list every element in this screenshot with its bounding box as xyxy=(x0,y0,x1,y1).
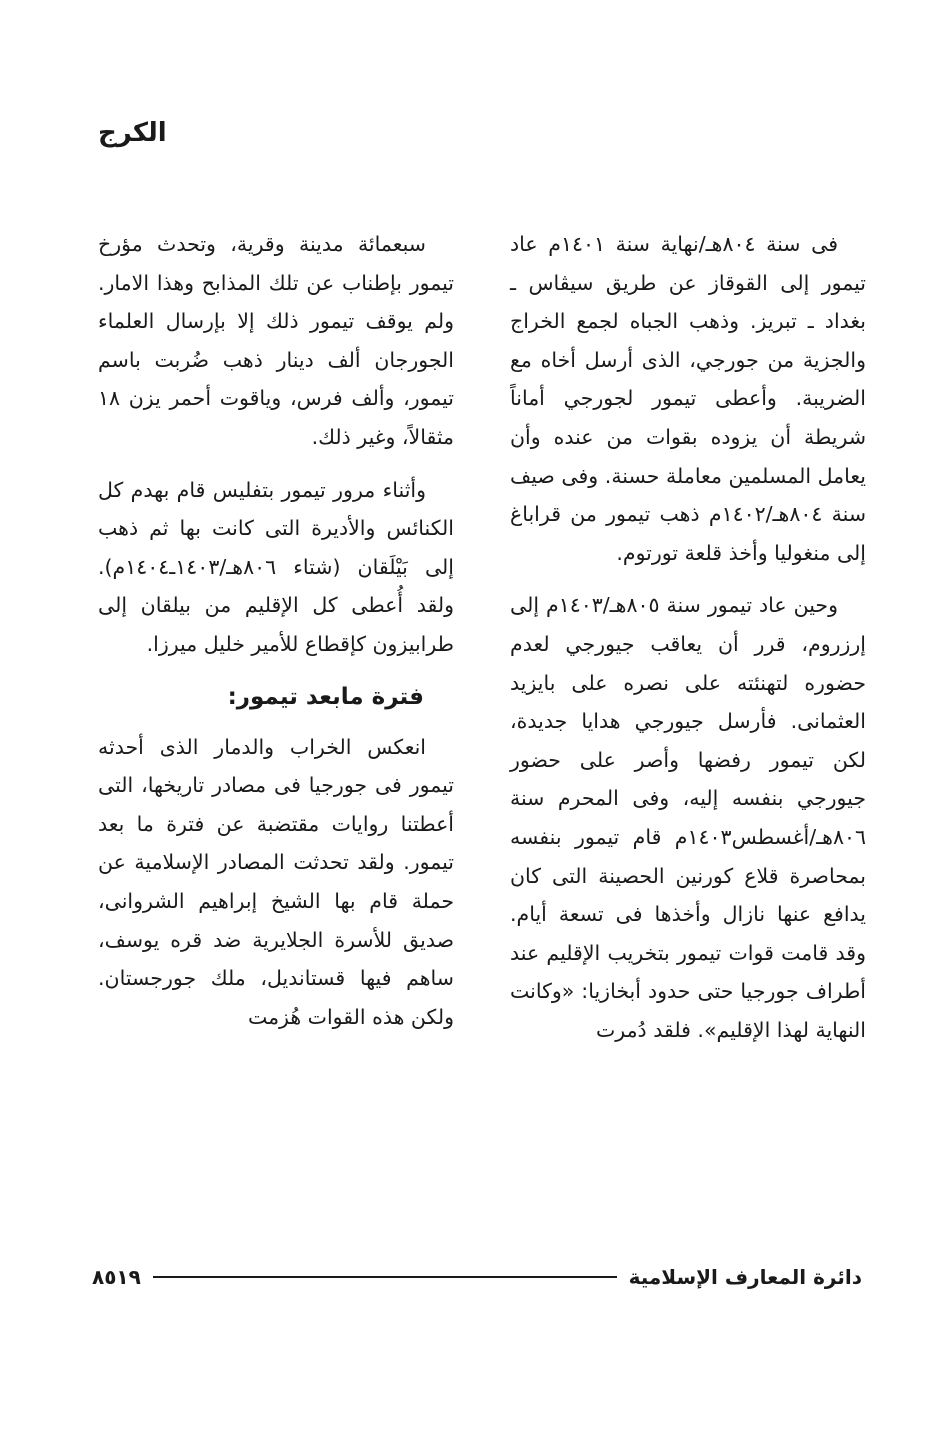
publication-name: دائرة المعارف الإسلامية xyxy=(628,1265,862,1289)
paragraph: وأثناء مرور تيمور بتفليس قام بهدم كل الكنائس والأديرة التى كانت بها ثم ذهب إلى بَيْلَقان (شتاء ٨٠٦هـ/١٤٠٣ـ١٤٠٤م). ولقد أُعطى كل الإقليم من بيلقان إلى طرابيزون كإقطاع للأمير خليل ميرزا. xyxy=(98,477,454,656)
section-heading: فترة مابعد تيمور: xyxy=(227,683,424,710)
paragraph: انعكس الخراب والدمار الذى أحدثه تيمور فى جورجيا فى مصادر تاريخها، التى أعطتنا روايات مقتضبة عن فترة ما بعد تيمور. ولقد تحدثت المصادر الإسلامية عن حملة قام بها الشيخ إبراهيم الشروانى، صديق للأسرة الجلايرية ضد قره يوسف، ساهم فيها قستانديل، ملك جورجستان. ولكن هذه القوات هُزمت xyxy=(98,734,454,1029)
paragraph: فى سنة ٨٠٤هـ/نهاية سنة ١٤٠١م عاد تيمور إلى القوقاز عن طريق سيڤاس ـ بغداد ـ تبريز. وذهب الجباه لجمع الخراج والجزية من جورجي، الذى أرسل أخاه مع الضريبة. وأعطى تيمور لجورجي أماناً شريطة أن يزوده بقوات من عنده وأن يعامل المسلمين معاملة حسنة. وفى صيف سنة ٨٠٤هـ/١٤٠٢م ذهب تيمور من قراباغ إلى منغوليا وأخذ قلعة تورتوم. xyxy=(510,232,866,565)
running-title: الكرج xyxy=(98,118,167,148)
footer-rule xyxy=(153,1276,617,1278)
paragraph: سبعمائة مدينة وقرية، وتحدث مؤرخ تيمور بإطناب عن تلك المذابح وهذا الامار. ولم يوقف تيمور ذلك إلا بإرسال العلماء الجورجان ألف دينار ذهب ضُربت باسم تيمور، وألف فرس، وياقوت أحمر يزن ١٨ مثقالاً، وغير ذلك. xyxy=(98,232,454,449)
page-footer xyxy=(92,1265,862,1289)
page-number: ٨٥١٩ xyxy=(92,1265,141,1289)
paragraph: وحين عاد تيمور سنة ٨٠٥هـ/١٤٠٣م إلى إرزروم، قرر أن يعاقب جيورجي لعدم حضوره لتهنئته على نصره على بايزيد العثمانى. فأرسل جيورجي هدايا جديدة، لكن تيمور رفضها وأصر على حضور جيورجي بنفسه إليه، وفى المحرم سنة ٨٠٦هـ/أغسطس١٤٠٣م قام تيمور بنفسه بمحاصرة قلاع كورنين الحصينة التى كان يدافع عنها نازال وأخذها فى تسعة أيام. وقد قامت قوات تيمور بتخريب الإقليم عند أطراف جورجيا حتى حدود أبخازيا: «وكانت النهاية لهذا الإقليم». فلقد دُمرت xyxy=(510,593,866,1042)
left-column xyxy=(98,225,454,1036)
right-column xyxy=(510,225,866,1049)
